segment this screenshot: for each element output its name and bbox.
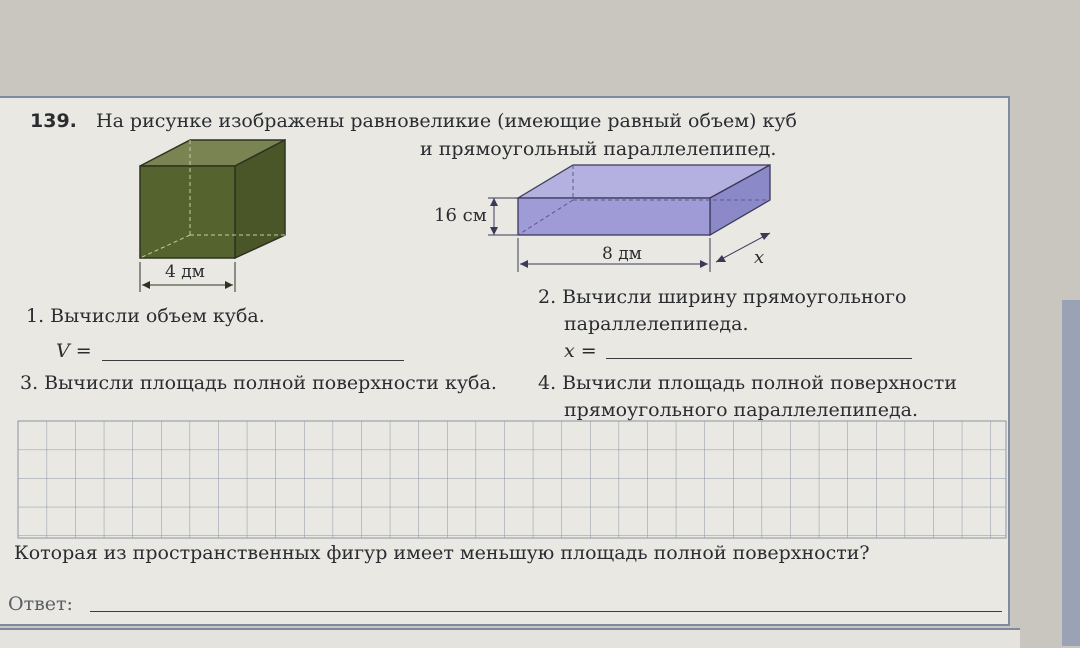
task2-text-line2: параллелепипеда. [564,313,749,335]
problem-number: 139. [30,110,77,132]
arrowhead [520,260,528,268]
arrowhead [490,198,498,206]
arrowhead [760,233,770,240]
prism-height-label: 16 см [434,205,487,226]
answer-label: Ответ: [8,593,73,615]
arrowhead [490,227,498,235]
problem-title-line2: и прямоугольный параллелепипед. [420,138,777,160]
prism-width-label: x [754,247,765,268]
cube-edge-label: 4 дм [165,262,205,282]
task2-answer-line[interactable] [606,358,912,359]
arrowhead [700,260,708,268]
task4-text-line1: 4. Вычисли площадь полной поверхности [538,372,957,394]
arrowhead [716,255,726,262]
task2-answer-label: x = [564,340,597,362]
answer-line[interactable] [90,611,1002,612]
prism-length-label: 8 дм [602,244,642,264]
task1-text: 1. Вычисли объем куба. [26,305,265,327]
task2-text-line1: 2. Вычисли ширину прямоугольного [538,286,907,308]
task1-answer-line[interactable] [102,360,404,361]
problem-title-line1: На рисунке изображены равновеликие (имеющие равный объем) куб [96,110,797,132]
task4-text-line2: прямоугольного параллелепипеда. [564,399,919,421]
grid-area[interactable] [18,421,1006,538]
question-text: Которая из пространственных фигур имеет меньшую площадь полной поверхности? [14,542,870,564]
task3-text: 3. Вычисли площадь полной поверхности куба. [20,372,497,394]
task1-answer-label: V = [56,340,92,362]
